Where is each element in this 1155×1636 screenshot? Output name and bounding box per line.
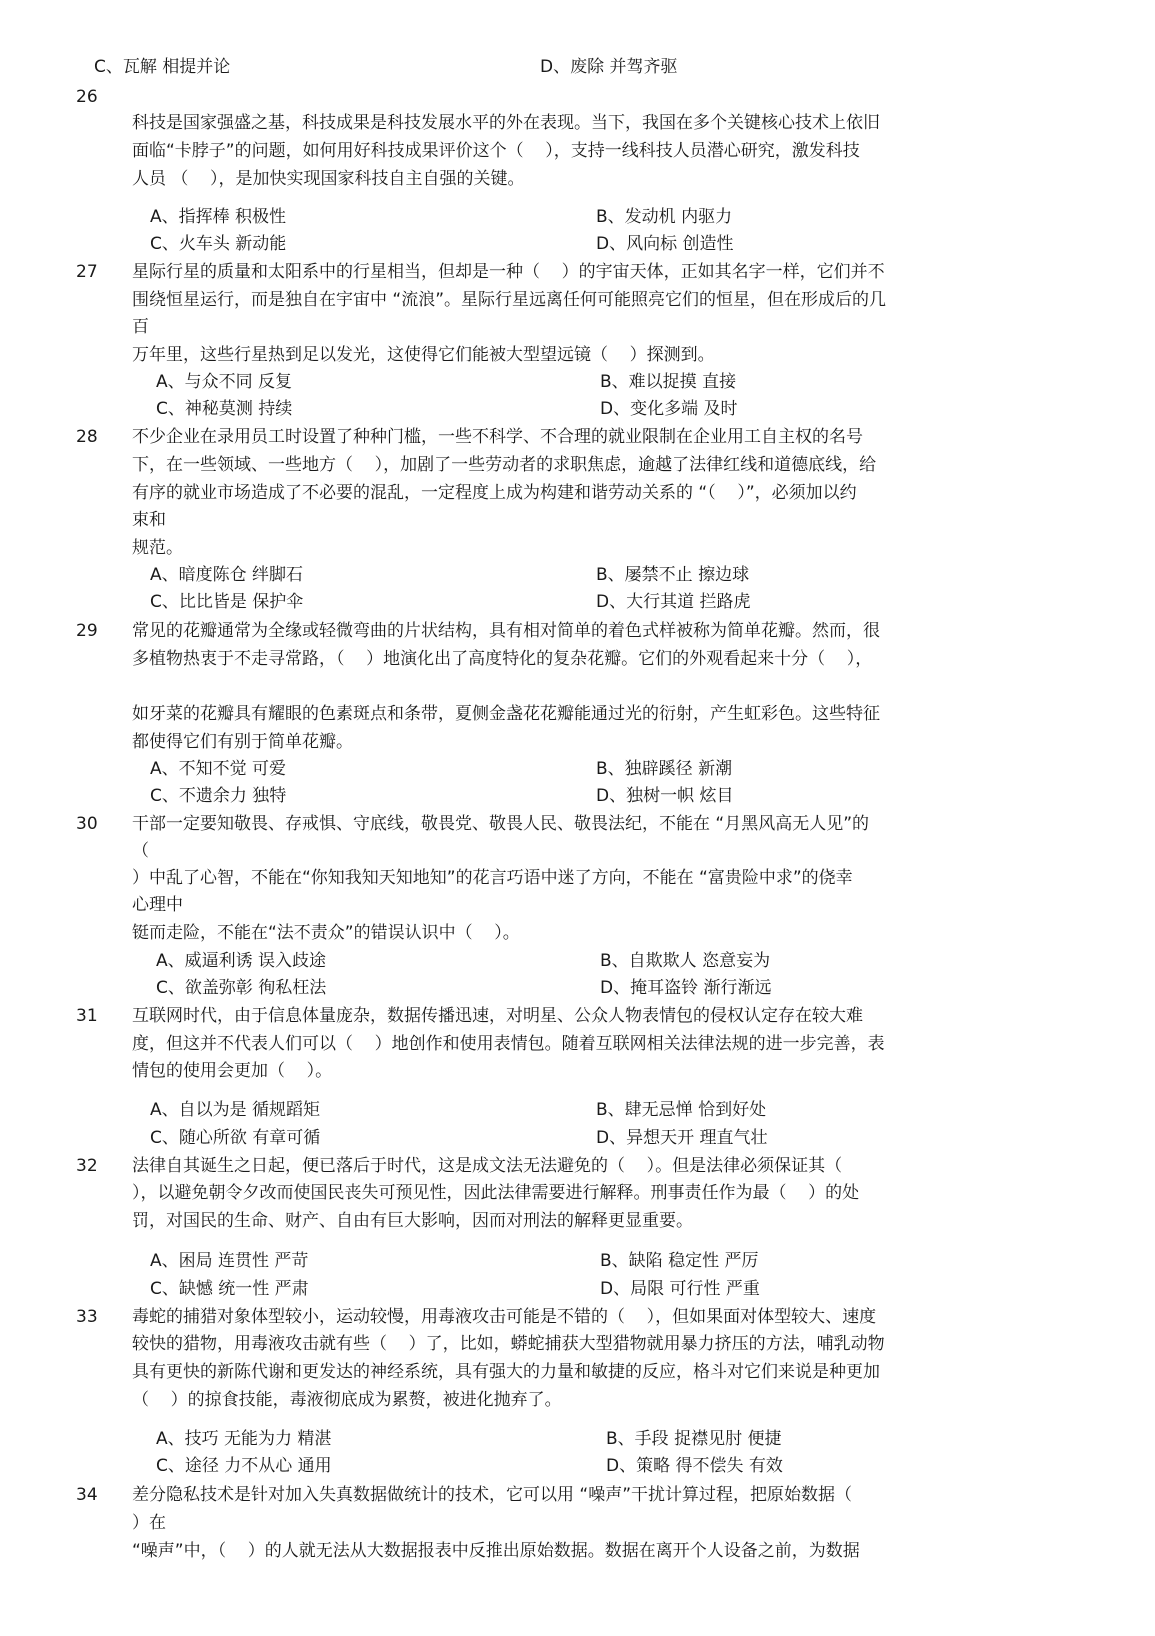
question-28-line-4: 束和 [132, 510, 166, 530]
option-d: D、废除 并驾齐驱 [540, 57, 678, 77]
question-29-option-d: D、独树一帜 炫目 [596, 786, 734, 806]
question-number-28: 28 [76, 427, 98, 447]
question-31-line-3: 情包的使用会更加（ ）。 [132, 1061, 333, 1081]
question-26-line-1: 科技是国家强盛之基，科技成果是科技发展水平的外在表现。当下，我国在多个关键核心技术上依旧 [132, 113, 880, 133]
question-31-line-1: 互联网时代，由于信息体量庞杂，数据传播迅速，对明星、公众人物表情包的侵权认定存在较大难 [132, 1006, 863, 1026]
question-29-line-3: 如牙菜的花瓣具有耀眼的色素斑点和条带，夏侧金盏花花瓣能通过光的衍射，产生虹彩色。这些特征 [132, 704, 880, 724]
question-29-line-4: 都使得它们有别于简单花瓣。 [132, 732, 353, 752]
question-33-option-c: C、途径 力不从心 通用 [156, 1456, 332, 1476]
question-28-line-1: 不少企业在录用员工时设置了种种门槛，一些不科学、不合理的就业限制在企业用工自主权的名号 [132, 427, 863, 447]
question-26-option-d: D、风向标 创造性 [596, 234, 734, 254]
question-28-line-3: 有序的就业市场造成了不必要的混乱，一定程度上成为构建和谐劳动关系的 “（ ）”，必须加以约 [132, 483, 857, 503]
question-27-line-1: 星际行星的质量和太阳系中的行星相当，但却是一种（ ）的宇宙天体，正如其名字一样，它们并不 [132, 262, 885, 282]
question-29-option-b: B、独辟蹊径 新潮 [596, 759, 733, 779]
question-27-option-c: C、神秘莫测 持续 [156, 399, 293, 419]
question-29-line-2: 多植物热衷于不走寻常路，（ ）地演化出了高度特化的复杂花瓣。它们的外观看起来十分（ ）， [132, 649, 873, 669]
question-26-option-a: A、指挥棒 积极性 [150, 207, 287, 227]
question-33-option-d: D、策略 得不偿失 有效 [606, 1456, 783, 1476]
question-33-line-2: 较快的猎物，用毒液攻击就有些（ ）了，比如，蟒蛇捕获大型猎物就用暴力挤压的方法，哺乳动物 [132, 1334, 885, 1354]
question-31-option-a: A、自以为是 循规蹈矩 [150, 1100, 321, 1120]
question-33-line-1: 毒蛇的捕猎对象体型较小，运动较慢，用毒液攻击可能是不错的（ ），但如果面对体型较大、速度 [132, 1307, 877, 1327]
question-32-line-3: 罚，对国民的生命、财产、自由有巨大影响，因而对刑法的解释更显重要。 [132, 1211, 693, 1231]
question-number-26: 26 [76, 87, 98, 107]
question-34-line-2: ）在 [132, 1513, 166, 1533]
question-32-option-c: C、缺憾 统一性 严肃 [150, 1279, 309, 1299]
question-30-line-4: 心理中 [132, 895, 183, 915]
question-30-option-b: B、自欺欺人 恣意妄为 [600, 951, 771, 971]
question-26-option-c: C、火车头 新动能 [150, 234, 287, 254]
question-26-line-2: 面临“卡脖子”的问题，如何用好科技成果评价这个（ ），支持一线科技人员潜心研究，激发科技 [132, 141, 860, 161]
question-30-line-2: （ [132, 841, 149, 861]
question-30-line-1: 干部一定要知敬畏、存戒惧、守底线，敬畏党、敬畏人民、敬畏法纪，不能在 “月黑风高无人见”的 [132, 814, 870, 834]
question-33-line-4: （ ）的掠食技能，毒液彻底成为累赘，被进化抛弃了。 [132, 1390, 562, 1410]
question-34-line-3: “噪声”中，（ ）的人就无法从大数据报表中反推出原始数据。数据在离开个人设备之前，为数据 [132, 1541, 860, 1561]
question-33-option-a: A、技巧 无能为力 精湛 [156, 1429, 332, 1449]
question-29-line-1: 常见的花瓣通常为全缘或轻微弯曲的片状结构，具有相对简单的着色式样被称为简单花瓣。然而，很 [132, 621, 880, 641]
question-29-option-a: A、不知不觉 可爱 [150, 759, 287, 779]
question-number-27: 27 [76, 262, 98, 282]
question-26-line-3: 人员 （ ），是加快实现国家科技自主自强的关键。 [132, 169, 525, 189]
question-32-option-b: B、缺陷 稳定性 严厉 [600, 1251, 759, 1271]
question-26-option-b: B、发动机 内驱力 [596, 207, 733, 227]
question-number-32: 32 [76, 1156, 98, 1176]
question-28-option-b: B、屡禁不止 擦边球 [596, 565, 750, 585]
question-28-line-5: 规范。 [132, 538, 183, 558]
question-32-line-1: 法律自其诞生之日起，便已落后于时代，这是成文法无法避免的（ ）。但是法律必须保证其（ [132, 1156, 843, 1176]
question-31-line-2: 度，但这并不代表人们可以（ ）地创作和使用表情包。随着互联网相关法律法规的进一步完善，表 [132, 1034, 885, 1054]
question-28-option-c: C、比比皆是 保护伞 [150, 592, 304, 612]
question-31-option-b: B、肆无忌惮 恰到好处 [596, 1100, 767, 1120]
question-number-30: 30 [76, 814, 98, 834]
question-28-option-d: D、大行其道 拦路虎 [596, 592, 751, 612]
question-31-option-d: D、异想天开 理直气壮 [596, 1128, 768, 1148]
question-30-option-d: D、掩耳盗铃 渐行渐远 [600, 978, 772, 998]
question-27-line-2: 围绕恒星运行，而是独自在宇宙中 “流浪”。星际行星远离任何可能照亮它们的恒星，但在形成后的几 [132, 290, 887, 310]
question-30-line-5: 铤而走险，不能在“法不责众”的错误认识中（ ）。 [132, 923, 520, 943]
question-27-option-a: A、与众不同 反复 [156, 372, 293, 392]
question-number-34: 34 [76, 1485, 98, 1505]
question-30-line-3: ）中乱了心智，不能在“你知我知天知地知”的花言巧语中迷了方向，不能在 “富贵险中求”的侥幸 [132, 868, 853, 888]
question-28-line-2: 下，在一些领域、一些地方（ ），加剧了一些劳动者的求职焦虑，逾越了法律红线和道德底线，给 [132, 455, 877, 475]
question-28-option-a: A、暗度陈仓 绊脚石 [150, 565, 304, 585]
question-27-option-b: B、难以捉摸 直接 [600, 372, 737, 392]
question-27-line-4: 万年里，这些行星热到足以发光，这使得它们能被大型望远镜（ ）探测到。 [132, 345, 715, 365]
question-30-option-a: A、威逼利诱 误入歧途 [156, 951, 327, 971]
question-32-option-a: A、困局 连贯性 严苛 [150, 1251, 309, 1271]
question-27-line-3: 百 [132, 317, 149, 337]
question-33-line-3: 具有更快的新陈代谢和更发达的神经系统，具有强大的力量和敏捷的反应，格斗对它们来说是种更加 [132, 1362, 880, 1382]
question-30-option-c: C、欲盖弥彰 徇私枉法 [156, 978, 327, 998]
question-number-33: 33 [76, 1307, 98, 1327]
question-34-line-1: 差分隐私技术是针对加入失真数据做统计的技术，它可以用 “噪声”干扰计算过程，把原始数据（ [132, 1485, 853, 1505]
question-29-option-c: C、不遗余力 独特 [150, 786, 287, 806]
option-c: C、瓦解 相提并论 [94, 57, 231, 77]
question-number-29: 29 [76, 621, 98, 641]
question-32-line-2: ），以避免朝令夕改而使国民丧失可预见性，因此法律需要进行解释。刑事责任作为最（ ）的处 [132, 1183, 860, 1203]
question-number-31: 31 [76, 1006, 98, 1026]
question-31-option-c: C、随心所欲 有章可循 [150, 1128, 321, 1148]
question-27-option-d: D、变化多端 及时 [600, 399, 738, 419]
question-32-option-d: D、局限 可行性 严重 [600, 1279, 760, 1299]
question-33-option-b: B、手段 捉襟见肘 便捷 [606, 1429, 782, 1449]
